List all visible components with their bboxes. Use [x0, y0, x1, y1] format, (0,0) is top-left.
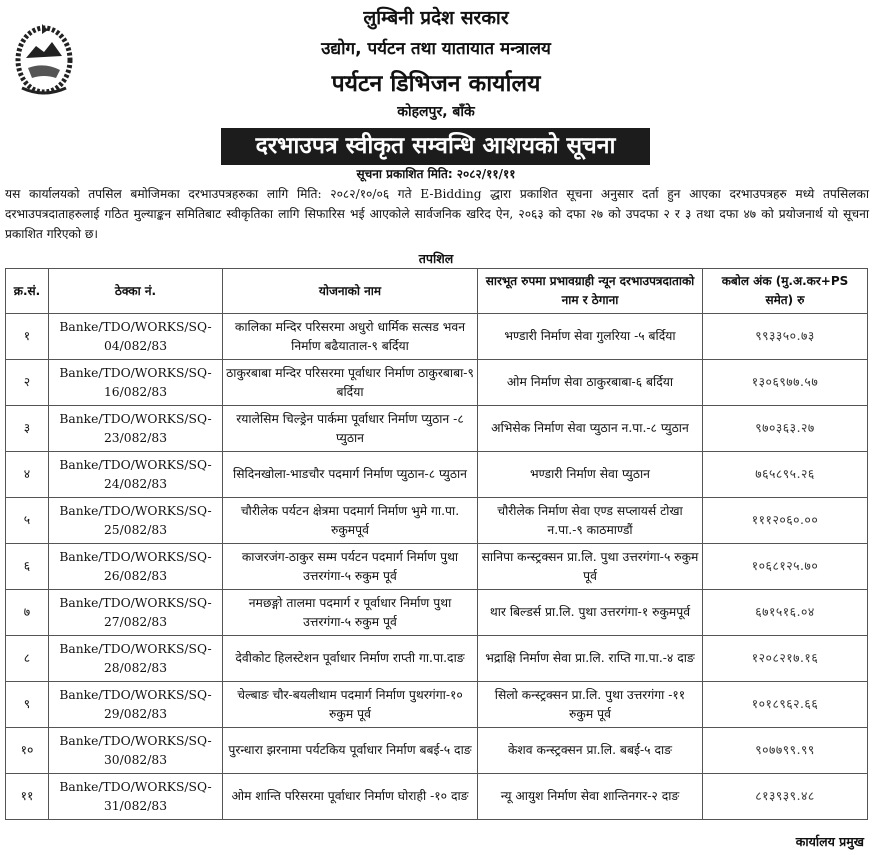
col-header-project-name: योजनाको नाम: [223, 269, 478, 314]
cell-contract-no: Banke/TDO/WORKS/SQ-24/082/83: [49, 452, 223, 498]
cell-amount: ७६५८९५.२६: [703, 452, 868, 498]
cell-project-name: चेल्बाङ चौर-बयलीथाम पदमार्ग निर्माण पुथरगंगा-१० रुकुम पूर्व: [223, 682, 478, 728]
office-name: पर्यटन डिभिजन कार्यालय: [331, 71, 541, 97]
col-header-contract-no: ठेक्का नं.: [49, 269, 223, 314]
cell-amount: १११२०६०.००: [703, 498, 868, 544]
cell-project-name: ओम शान्ति परिसरमा पूर्वाधार निर्माण घोराही -१० दाङ: [223, 774, 478, 820]
cell-project-name: पुरन्धारा झरनामा पर्यटकिय पूर्वाधार निर्माण बबई-५ दाङ: [223, 728, 478, 774]
cell-sn: ३: [6, 406, 49, 452]
table-row: [6, 774, 868, 820]
cell-bidder: केशव कन्स्ट्रक्सन प्रा.लि. बबई-५ दाङ: [478, 728, 703, 774]
cell-amount: १२०८२१७.१६: [703, 636, 868, 682]
table-row: [6, 498, 868, 544]
cell-contract-no: Banke/TDO/WORKS/SQ-23/082/83: [49, 406, 223, 452]
cell-contract-no: Banke/TDO/WORKS/SQ-04/082/83: [49, 314, 223, 360]
cell-sn: १: [6, 314, 49, 360]
table-row: [6, 360, 868, 406]
table-row: [6, 590, 868, 636]
cell-project-name: सिदिनखोला-भाडचौर पदमार्ग निर्माण प्युठान-८ प्युठान: [223, 452, 478, 498]
cell-project-name: रयालेसिम चिल्ड्रेन पार्कमा पूर्वाधार निर्माण प्युठान -८ प्युठान: [223, 406, 478, 452]
cell-amount: ९७०३६३.२७: [703, 406, 868, 452]
cell-contract-no: Banke/TDO/WORKS/SQ-28/082/83: [49, 636, 223, 682]
cell-contract-no: Banke/TDO/WORKS/SQ-16/082/83: [49, 360, 223, 406]
office-location: कोहलपुर, बाँके: [397, 104, 475, 120]
cell-amount: १०६८१२५.७०: [703, 544, 868, 590]
cell-amount: ६७१५१६.०४: [703, 590, 868, 636]
table-title: तपशिल: [418, 251, 454, 266]
cell-project-name: ठाकुरबाबा मन्दिर परिसरमा पूर्वाधार निर्माण ठाकुरबाबा-९ बर्दिया: [223, 360, 478, 406]
cell-project-name: काजरजंग-ठाकुर सम्म पर्यटन पदमार्ग निर्माण पुथा उत्तरगंगा-५ रुकुम पूर्व: [223, 544, 478, 590]
office-chief-signature-label: कार्यालय प्रमुख: [795, 834, 864, 849]
cell-amount: ८१३९३९.४८: [703, 774, 868, 820]
bid-table: [5, 268, 868, 820]
cell-sn: ९: [6, 682, 49, 728]
table-row: [6, 544, 868, 590]
cell-contract-no: Banke/TDO/WORKS/SQ-25/082/83: [49, 498, 223, 544]
col-header-amount: कबोल अंक (मु.अ.कर+PS समेत) रु: [703, 269, 868, 314]
cell-project-name: देवीकोट हिलस्टेशन पूर्वाधार निर्माण राप्ती गा.पा.दाङ: [223, 636, 478, 682]
notice-title: दरभाउपत्र स्वीकृत सम्वन्धि आशयको सूचना: [221, 128, 650, 165]
cell-sn: ७: [6, 590, 49, 636]
cell-bidder: अभिसेक निर्माण सेवा प्युठान न.पा.-८ प्युठान: [478, 406, 703, 452]
cell-bidder: भण्डारी निर्माण सेवा गुलरिया -५ बर्दिया: [478, 314, 703, 360]
cell-sn: ५: [6, 498, 49, 544]
cell-bidder: चौरीलेक निर्माण सेवा एण्ड सप्लायर्स टोखा न.पा.-९ काठमाण्डौं: [478, 498, 703, 544]
publish-date: सूचना प्रकाशित मिति: २०८२/११/११: [356, 167, 516, 181]
cell-amount: १०१८९६२.६६: [703, 682, 868, 728]
cell-contract-no: Banke/TDO/WORKS/SQ-27/082/83: [49, 590, 223, 636]
cell-amount: ९०७७९९.९९: [703, 728, 868, 774]
cell-project-name: चौरीलेक पर्यटन क्षेत्रमा पदमार्ग निर्माण भुमे गा.पा. रुकुमपूर्व: [223, 498, 478, 544]
government-name: लुम्बिनी प्रदेश सरकार: [363, 7, 509, 29]
cell-bidder: थार बिल्डर्स प्रा.लि. पुथा उत्तरगंगा-१ रुकुमपूर्व: [478, 590, 703, 636]
cell-amount: १३०६९७७.५७: [703, 360, 868, 406]
table-row: [6, 728, 868, 774]
cell-sn: २: [6, 360, 49, 406]
ministry-name: उद्योग, पर्यटन तथा यातायात मन्त्रालय: [321, 39, 551, 59]
table-row: [6, 452, 868, 498]
cell-amount: ९९३३५०.७३: [703, 314, 868, 360]
cell-contract-no: Banke/TDO/WORKS/SQ-30/082/83: [49, 728, 223, 774]
table-row: [6, 314, 868, 360]
col-header-sn: क्र.सं.: [6, 269, 49, 314]
cell-project-name: नमछङ्गो तालमा पदमार्ग र पूर्वाधार निर्माण पुथा उत्तरगंगा-५ रुकुम पूर्व: [223, 590, 478, 636]
cell-sn: ११: [6, 774, 49, 820]
table-row: [6, 682, 868, 728]
cell-bidder: ओम निर्माण सेवा ठाकुरबाबा-६ बर्दिया: [478, 360, 703, 406]
cell-bidder: भण्डारी निर्माण सेवा प्युठान: [478, 452, 703, 498]
cell-sn: १०: [6, 728, 49, 774]
table-row: [6, 406, 868, 452]
cell-bidder: सानिपा कन्स्ट्रक्सन प्रा.लि. पुथा उत्तरगंगा-५ रुकुम पूर्व: [478, 544, 703, 590]
cell-sn: ६: [6, 544, 49, 590]
cell-contract-no: Banke/TDO/WORKS/SQ-31/082/83: [49, 774, 223, 820]
cell-sn: ८: [6, 636, 49, 682]
col-header-bidder: सारभूत रुपमा प्रभावग्राही न्यून दरभाउपत्रदाताको नाम र ठेगाना: [478, 269, 703, 314]
notice-body: यस कार्यालयको तपसिल बमोजिमका दरभाउपत्रहरुका लागि मिति: २०८२/१०/०६ गते E-Bidding द्धारा प्रकाशित सूचना अनुसार दर्ता हुन आएका दरभाउपत्रहरु मध्ये तपसिलका दरभाउपत्रदाताहरुलाई गठित मुल्याङ्कन समितिबाट स्वीकृतिका लागि सिफारिस भई आएकोले सार्वजनिक खरिद ऐन, २०६३ को दफा २७ को उपदफा २ र ३ तथा दफा ४७ को प्रयोजनार्थ यो सूचना प्रकाशित गरिएको छ।: [5, 187, 869, 241]
cell-sn: ४: [6, 452, 49, 498]
cell-bidder: भद्राक्षि निर्माण सेवा प्रा.लि. राप्ति गा.पा.-४ दाङ: [478, 636, 703, 682]
cell-project-name: कालिका मन्दिर परिसरमा अधुरो धार्मिक सत्सड भवन निर्माण बढैयाताल-९ बर्दिया: [223, 314, 478, 360]
table-header-row: [6, 269, 868, 314]
table-row: [6, 636, 868, 682]
cell-bidder: न्यू आयुश निर्माण सेवा शान्तिनगर-२ दाङ: [478, 774, 703, 820]
cell-contract-no: Banke/TDO/WORKS/SQ-26/082/83: [49, 544, 223, 590]
cell-bidder: सिलो कन्स्ट्रक्सन प्रा.लि. पुथा उत्तरगंगा -११ रुकुम पूर्व: [478, 682, 703, 728]
cell-contract-no: Banke/TDO/WORKS/SQ-29/082/83: [49, 682, 223, 728]
